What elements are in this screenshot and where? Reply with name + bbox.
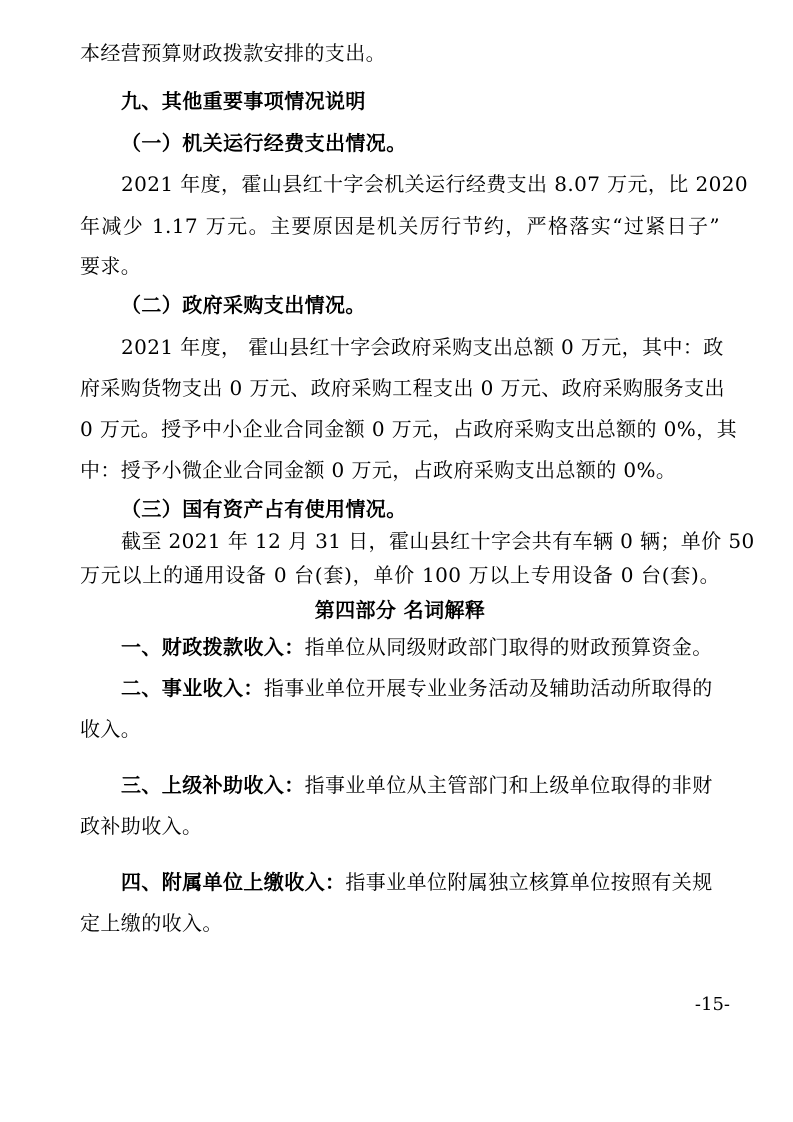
- definition-text: 指事业单位开展专业业务活动及辅助活动所取得的: [263, 676, 713, 700]
- paragraph-line: 0 万元。授予中小企业合同金额 0 万元，占政府采购支出总额的 0%，其: [80, 417, 738, 441]
- paragraph-line: 定上缴的收入。: [80, 911, 223, 935]
- paragraph-line: 截至 2021 年 12 月 31 日，霍山县红十字会共有车辆 0 辆；单价 50: [121, 529, 755, 553]
- definition-term: 一、财政拨款收入：: [121, 635, 305, 659]
- subsection-heading: （三）国有资产占有使用情况。: [121, 497, 407, 521]
- definition-line: [121, 673, 720, 703]
- paragraph-line: 要求。: [80, 254, 142, 278]
- definition-line: [121, 867, 720, 897]
- paragraph-line: 政补助收入。: [80, 814, 203, 838]
- paragraph-line: 府采购货物支出 0 万元、政府采购工程支出 0 万元、政府采购服务支出: [80, 376, 725, 400]
- definition-text: 指事业单位从主管部门和上级单位取得的非财: [304, 773, 713, 797]
- paragraph-line: 万元以上的通用设备 0 台(套)，单价 100 万以上专用设备 0 台(套)。: [80, 563, 720, 587]
- subsection-heading: （二）政府采购支出情况。: [121, 293, 366, 317]
- definition-line: [121, 632, 720, 662]
- part-heading: 第四部分 名词解释: [314, 598, 486, 622]
- definition-line: [121, 770, 720, 800]
- paragraph-line: 中：授予小微企业合同金额 0 万元，占政府采购支出总额的 0%。: [80, 458, 677, 482]
- paragraph-line: 2021 年度， 霍山县红十字会政府采购支出总额 0 万元，其中：政: [121, 335, 724, 359]
- text-line: 本经营预算财政拨款安排的支出。: [80, 41, 386, 65]
- definition-term: 三、上级补助收入：: [121, 773, 305, 797]
- definition-text: 指单位从同级财政部门取得的财政预算资金。: [304, 635, 713, 659]
- paragraph-line: 年减少 1.17 万元。主要原因是机关厉行节约，严格落实“过紧日子”: [80, 214, 720, 238]
- section-heading: 九、其他重要事项情况说明: [121, 89, 366, 113]
- page-number: -15-: [694, 994, 730, 1015]
- paragraph-line: 2021 年度，霍山县红十字会机关运行经费支出 8.07 万元，比 2020: [121, 172, 748, 196]
- definition-term: 四、附属单位上缴收入：: [121, 870, 346, 894]
- definition-term: 二、事业收入：: [121, 676, 264, 700]
- subsection-heading: （一）机关运行经费支出情况。: [121, 131, 407, 155]
- definition-text: 指事业单位附属独立核算单位按照有关规: [345, 870, 713, 894]
- paragraph-line: 收入。: [80, 717, 142, 741]
